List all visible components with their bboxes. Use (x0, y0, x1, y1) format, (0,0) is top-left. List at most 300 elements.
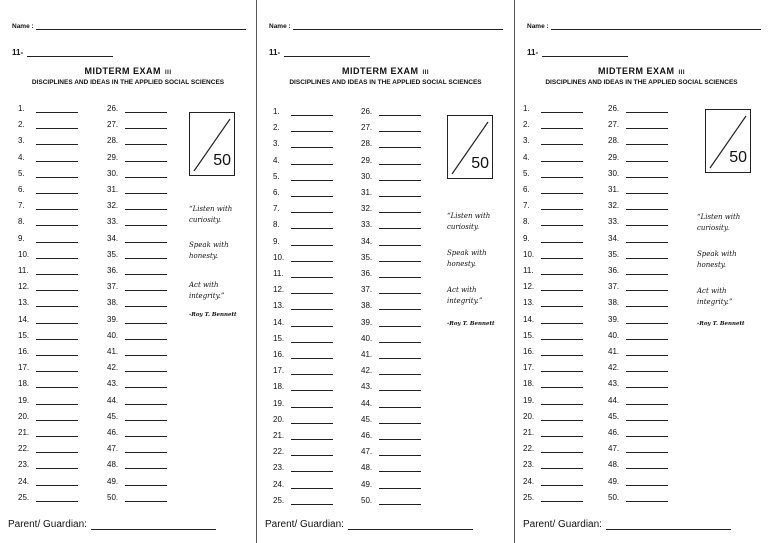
item-number: 48. (608, 460, 620, 470)
answer-blank[interactable] (626, 250, 668, 259)
answer-item (361, 172, 421, 181)
item-number: 4. (523, 152, 530, 162)
answer-item (273, 253, 333, 262)
answer-blank[interactable] (36, 217, 78, 226)
item-number: 31. (608, 185, 620, 194)
answer-blank[interactable] (379, 123, 421, 132)
item-number: 45. (361, 414, 373, 424)
name-row (527, 22, 761, 30)
answer-blank[interactable] (291, 253, 333, 262)
answer-item (523, 250, 583, 259)
answer-blank[interactable] (36, 234, 78, 243)
answer-blank[interactable] (291, 496, 333, 505)
answer-blank[interactable] (125, 477, 167, 486)
answer-blank[interactable] (626, 379, 668, 388)
answer-blank[interactable] (626, 234, 668, 243)
answer-item (273, 269, 333, 278)
answer-blank[interactable] (379, 220, 421, 229)
answer-blank[interactable] (291, 285, 333, 294)
item-number: 20. (273, 414, 285, 424)
answer-blank[interactable] (379, 399, 421, 408)
answer-blank[interactable] (125, 412, 167, 421)
answer-blank[interactable] (541, 250, 583, 259)
item-number: 11. (523, 266, 534, 275)
item-number: 26. (361, 107, 373, 116)
answer-blank[interactable] (541, 169, 583, 178)
answer-blank[interactable] (379, 350, 421, 359)
answer-blank[interactable] (626, 412, 668, 421)
answer-blank[interactable] (626, 477, 668, 486)
answer-blank[interactable] (379, 204, 421, 213)
item-number: 38. (608, 298, 620, 308)
answer-blank[interactable] (379, 382, 421, 391)
answer-item (18, 460, 78, 469)
answer-blank[interactable] (626, 444, 668, 453)
item-number: 7. (273, 204, 280, 214)
parent-signature-field[interactable] (91, 529, 216, 530)
answer-blank[interactable] (626, 153, 668, 162)
answer-blank[interactable] (36, 120, 78, 129)
answer-blank[interactable] (291, 269, 333, 278)
exam-title (515, 66, 768, 76)
quote-author: -Roy T. Bennett (697, 321, 745, 327)
answer-blank[interactable] (291, 463, 333, 472)
answer-blank[interactable] (379, 188, 421, 197)
answer-item (523, 104, 583, 113)
answer-blank[interactable] (626, 169, 668, 178)
answer-item (18, 234, 78, 243)
answer-blank[interactable] (125, 120, 167, 129)
answer-blank[interactable] (125, 347, 167, 356)
answer-blank[interactable] (626, 315, 668, 324)
answer-blank[interactable] (626, 396, 668, 405)
answer-blank[interactable] (626, 282, 668, 291)
answer-blank[interactable] (626, 185, 668, 194)
item-number: 35. (361, 252, 373, 262)
answer-blank[interactable] (125, 201, 167, 210)
answer-blank[interactable] (541, 444, 583, 453)
answer-blank[interactable] (125, 136, 167, 145)
answer-blank[interactable] (125, 153, 167, 162)
section-field[interactable] (284, 56, 370, 57)
answer-blank[interactable] (379, 156, 421, 165)
answer-item (608, 493, 668, 502)
answer-blank[interactable] (541, 396, 583, 405)
answer-blank[interactable] (291, 188, 333, 197)
answer-blank[interactable] (125, 460, 167, 469)
answer-blank[interactable] (36, 347, 78, 356)
answer-item (107, 120, 167, 129)
answer-blank[interactable] (379, 237, 421, 246)
parent-label: Parent/ Guardian: (523, 519, 602, 530)
answer-blank[interactable] (36, 477, 78, 486)
item-number: 39. (608, 314, 620, 324)
answer-blank[interactable] (125, 444, 167, 453)
answer-item (523, 493, 583, 502)
answer-blank[interactable] (379, 107, 421, 116)
answer-item (608, 460, 668, 469)
answer-blank[interactable] (291, 431, 333, 440)
name-label: Name : (12, 23, 34, 30)
answer-blank[interactable] (125, 379, 167, 388)
answer-blank[interactable] (125, 298, 167, 307)
answer-blank[interactable] (125, 266, 167, 275)
quote-line: “Listen with curiosity. (189, 205, 233, 224)
answer-blank[interactable] (125, 282, 167, 291)
answer-blank[interactable] (541, 379, 583, 388)
answer-blank[interactable] (36, 153, 78, 162)
answer-blank[interactable] (36, 185, 78, 194)
answer-blank[interactable] (379, 285, 421, 294)
answer-item (273, 220, 333, 229)
answer-item (361, 301, 421, 310)
answer-item (18, 282, 78, 291)
answer-blank[interactable] (36, 428, 78, 437)
item-number: 32. (608, 201, 620, 211)
answer-item (608, 136, 668, 145)
answer-blank[interactable] (291, 107, 333, 116)
item-number: 18. (273, 382, 285, 392)
answer-blank[interactable] (291, 318, 333, 327)
answer-blank[interactable] (626, 460, 668, 469)
answer-item (18, 331, 78, 340)
answer-blank[interactable] (125, 493, 167, 502)
quote-line: Speak with honesty. (189, 241, 229, 260)
section-field[interactable] (542, 56, 628, 57)
name-field[interactable] (293, 22, 503, 30)
item-number: 9. (273, 236, 280, 246)
item-number: 4. (273, 155, 280, 165)
answer-blank[interactable] (541, 153, 583, 162)
answer-blank[interactable] (36, 250, 78, 259)
answer-blank[interactable] (291, 447, 333, 456)
item-number: 28. (361, 139, 373, 149)
parent-signature-field[interactable] (606, 529, 731, 530)
item-number: 3. (523, 136, 530, 146)
answer-blank[interactable] (291, 156, 333, 165)
item-number: 2. (273, 123, 280, 133)
answer-blank[interactable] (36, 493, 78, 502)
answer-blank[interactable] (291, 399, 333, 408)
answer-blank[interactable] (36, 396, 78, 405)
item-number: 6. (273, 188, 280, 197)
answer-blank[interactable] (36, 298, 78, 307)
item-number: 9. (18, 233, 25, 243)
item-number: 10. (18, 249, 30, 259)
item-number: 30. (361, 171, 373, 181)
answer-item (18, 396, 78, 405)
answer-item (608, 444, 668, 453)
answer-item (523, 412, 583, 421)
answer-blank[interactable] (291, 415, 333, 424)
item-number: 28. (107, 136, 119, 146)
answer-item (361, 480, 421, 489)
answer-blank[interactable] (541, 363, 583, 372)
answer-blank[interactable] (379, 301, 421, 310)
parent-label: Parent/ Guardian: (265, 519, 344, 530)
item-number: 10. (523, 249, 535, 259)
answer-blank[interactable] (541, 266, 583, 275)
answer-item (608, 169, 668, 178)
item-number: 43. (361, 382, 373, 392)
item-number: 22. (18, 444, 30, 454)
answer-item (361, 139, 421, 148)
answer-blank[interactable] (291, 123, 333, 132)
item-number: 46. (361, 431, 373, 440)
answer-item (273, 318, 333, 327)
answer-item (273, 123, 333, 132)
answer-blank[interactable] (36, 282, 78, 291)
answer-blank[interactable] (291, 382, 333, 391)
item-number: 13. (18, 298, 30, 308)
answer-blank[interactable] (291, 301, 333, 310)
item-number: 24. (18, 476, 30, 486)
answer-item (273, 285, 333, 294)
answer-blank[interactable] (541, 120, 583, 129)
answer-blank[interactable] (125, 428, 167, 437)
answer-item (273, 334, 333, 343)
answer-item (361, 496, 421, 505)
answer-item (361, 107, 421, 116)
answer-sheet (0, 0, 256, 543)
answer-blank[interactable] (36, 104, 78, 113)
item-number: 17. (523, 363, 535, 373)
name-row (12, 22, 246, 30)
answer-blank[interactable] (379, 415, 421, 424)
answer-item (273, 415, 333, 424)
item-number: 24. (273, 479, 285, 489)
answer-blank[interactable] (541, 298, 583, 307)
answer-item (608, 363, 668, 372)
answer-blank[interactable] (541, 282, 583, 291)
answer-blank[interactable] (379, 496, 421, 505)
exam-title (257, 66, 514, 76)
answer-blank[interactable] (379, 447, 421, 456)
item-number: 22. (273, 447, 285, 457)
item-number: 21. (523, 428, 535, 437)
answer-blank[interactable] (379, 269, 421, 278)
answer-blank[interactable] (379, 431, 421, 440)
answer-item (18, 412, 78, 421)
answer-item (18, 379, 78, 388)
item-number: 1. (273, 107, 280, 116)
item-number: 26. (107, 104, 119, 113)
answer-blank[interactable] (379, 253, 421, 262)
answer-item (18, 298, 78, 307)
answer-blank[interactable] (626, 347, 668, 356)
answer-blank[interactable] (541, 428, 583, 437)
answer-blank[interactable] (541, 331, 583, 340)
answer-blank[interactable] (626, 136, 668, 145)
item-number: 46. (107, 428, 119, 437)
answer-item (107, 315, 167, 324)
answer-blank[interactable] (379, 366, 421, 375)
item-number: 15. (523, 330, 535, 340)
answer-blank[interactable] (379, 139, 421, 148)
answer-blank[interactable] (541, 460, 583, 469)
answer-blank[interactable] (36, 444, 78, 453)
name-label: Name : (527, 23, 549, 30)
parent-signature-field[interactable] (348, 529, 473, 530)
exam-title-text: MIDTERM EXAM (84, 66, 161, 76)
answer-blank[interactable] (36, 331, 78, 340)
section-field[interactable] (27, 56, 113, 57)
grade-section-row (527, 48, 628, 57)
answer-item (18, 217, 78, 226)
answer-blank[interactable] (36, 315, 78, 324)
answer-blank[interactable] (125, 185, 167, 194)
answer-item (523, 217, 583, 226)
answer-item (18, 493, 78, 502)
answer-item (273, 188, 333, 197)
answer-blank[interactable] (291, 480, 333, 489)
answer-item (608, 315, 668, 324)
answer-blank[interactable] (626, 298, 668, 307)
exam-subtitle: DISCIPLINES AND IDEAS IN THE APPLIED SOCIAL SCIENCES (289, 79, 482, 86)
answer-blank[interactable] (541, 315, 583, 324)
answer-blank[interactable] (626, 217, 668, 226)
item-number: 27. (107, 120, 119, 130)
answer-blank[interactable] (541, 104, 583, 113)
answer-blank[interactable] (125, 396, 167, 405)
item-number: 44. (107, 395, 119, 405)
answer-item (107, 136, 167, 145)
answer-item (361, 415, 421, 424)
item-number: 33. (107, 217, 119, 227)
answer-blank[interactable] (379, 480, 421, 489)
answer-blank[interactable] (125, 250, 167, 259)
answer-blank[interactable] (36, 363, 78, 372)
answer-blank[interactable] (291, 204, 333, 213)
answer-blank[interactable] (541, 347, 583, 356)
answer-blank[interactable] (379, 334, 421, 343)
exam-subtitle: DISCIPLINES AND IDEAS IN THE APPLIED SOCIAL SCIENCES (545, 79, 738, 86)
score-total: 50 (213, 152, 231, 169)
parent-guardian-row (8, 519, 216, 530)
answer-blank[interactable] (125, 104, 167, 113)
answer-item (608, 217, 668, 226)
answer-item (361, 431, 421, 440)
answer-blank[interactable] (541, 136, 583, 145)
item-number: 32. (361, 204, 373, 214)
answer-blank[interactable] (379, 172, 421, 181)
name-row (269, 22, 503, 30)
item-number: 47. (107, 444, 119, 454)
item-number: 40. (361, 333, 373, 343)
answer-item (273, 172, 333, 181)
item-number: 17. (18, 363, 30, 373)
answer-blank[interactable] (626, 104, 668, 113)
item-number: 14. (18, 314, 30, 324)
quote-line: Act with integrity.” (189, 281, 225, 300)
answer-blank[interactable] (626, 201, 668, 210)
answer-item (523, 331, 583, 340)
item-number: 8. (18, 217, 25, 227)
answer-blank[interactable] (36, 136, 78, 145)
score-box (189, 112, 235, 176)
answer-item (361, 382, 421, 391)
answer-item (608, 379, 668, 388)
answer-blank[interactable] (125, 217, 167, 226)
answer-item (523, 428, 583, 437)
answer-blank[interactable] (36, 201, 78, 210)
answer-blank[interactable] (626, 493, 668, 502)
answer-blank[interactable] (626, 363, 668, 372)
answer-item (361, 220, 421, 229)
answer-blank[interactable] (291, 366, 333, 375)
answer-blank[interactable] (626, 428, 668, 437)
answer-blank[interactable] (291, 334, 333, 343)
answer-blank[interactable] (541, 412, 583, 421)
answer-blank[interactable] (291, 172, 333, 181)
answer-blank[interactable] (541, 217, 583, 226)
answer-item (608, 282, 668, 291)
answer-blank[interactable] (36, 169, 78, 178)
answer-blank[interactable] (125, 234, 167, 243)
answer-blank[interactable] (291, 220, 333, 229)
answer-blank[interactable] (541, 185, 583, 194)
answer-blank[interactable] (541, 234, 583, 243)
answer-blank[interactable] (36, 266, 78, 275)
score-total: 50 (471, 155, 489, 172)
item-number: 36. (107, 266, 119, 275)
item-number: 11. (273, 269, 284, 278)
answer-blank[interactable] (626, 331, 668, 340)
item-number: 34. (107, 233, 119, 243)
answer-item (273, 237, 333, 246)
answer-item (608, 234, 668, 243)
answer-blank[interactable] (125, 331, 167, 340)
name-field[interactable] (551, 22, 761, 30)
answer-blank[interactable] (626, 120, 668, 129)
answer-blank[interactable] (541, 477, 583, 486)
item-number: 43. (107, 379, 119, 389)
answer-item (608, 201, 668, 210)
item-number: 47. (608, 444, 620, 454)
answer-blank[interactable] (541, 201, 583, 210)
answer-blank[interactable] (291, 139, 333, 148)
item-number: 25. (273, 495, 285, 505)
parent-guardian-row (523, 519, 731, 530)
item-number: 46. (608, 428, 620, 437)
answer-blank[interactable] (626, 266, 668, 275)
answer-blank[interactable] (291, 237, 333, 246)
answer-item (523, 201, 583, 210)
answer-blank[interactable] (379, 318, 421, 327)
name-field[interactable] (36, 22, 246, 30)
answer-blank[interactable] (379, 463, 421, 472)
answer-blank[interactable] (125, 169, 167, 178)
answer-blank[interactable] (36, 460, 78, 469)
answer-blank[interactable] (36, 412, 78, 421)
answer-blank[interactable] (291, 350, 333, 359)
quote-line: Act with integrity.” (697, 287, 733, 306)
item-number: 17. (273, 366, 285, 376)
answer-item (18, 120, 78, 129)
answer-blank[interactable] (125, 363, 167, 372)
answer-blank[interactable] (541, 493, 583, 502)
item-number: 5. (18, 168, 25, 178)
answer-blank[interactable] (36, 379, 78, 388)
answer-item (361, 156, 421, 165)
answer-item (608, 396, 668, 405)
answer-item (107, 444, 167, 453)
item-number: 27. (608, 120, 620, 130)
answer-blank[interactable] (125, 315, 167, 324)
item-number: 12. (18, 282, 30, 292)
item-number: 27. (361, 123, 373, 133)
answer-item (18, 444, 78, 453)
